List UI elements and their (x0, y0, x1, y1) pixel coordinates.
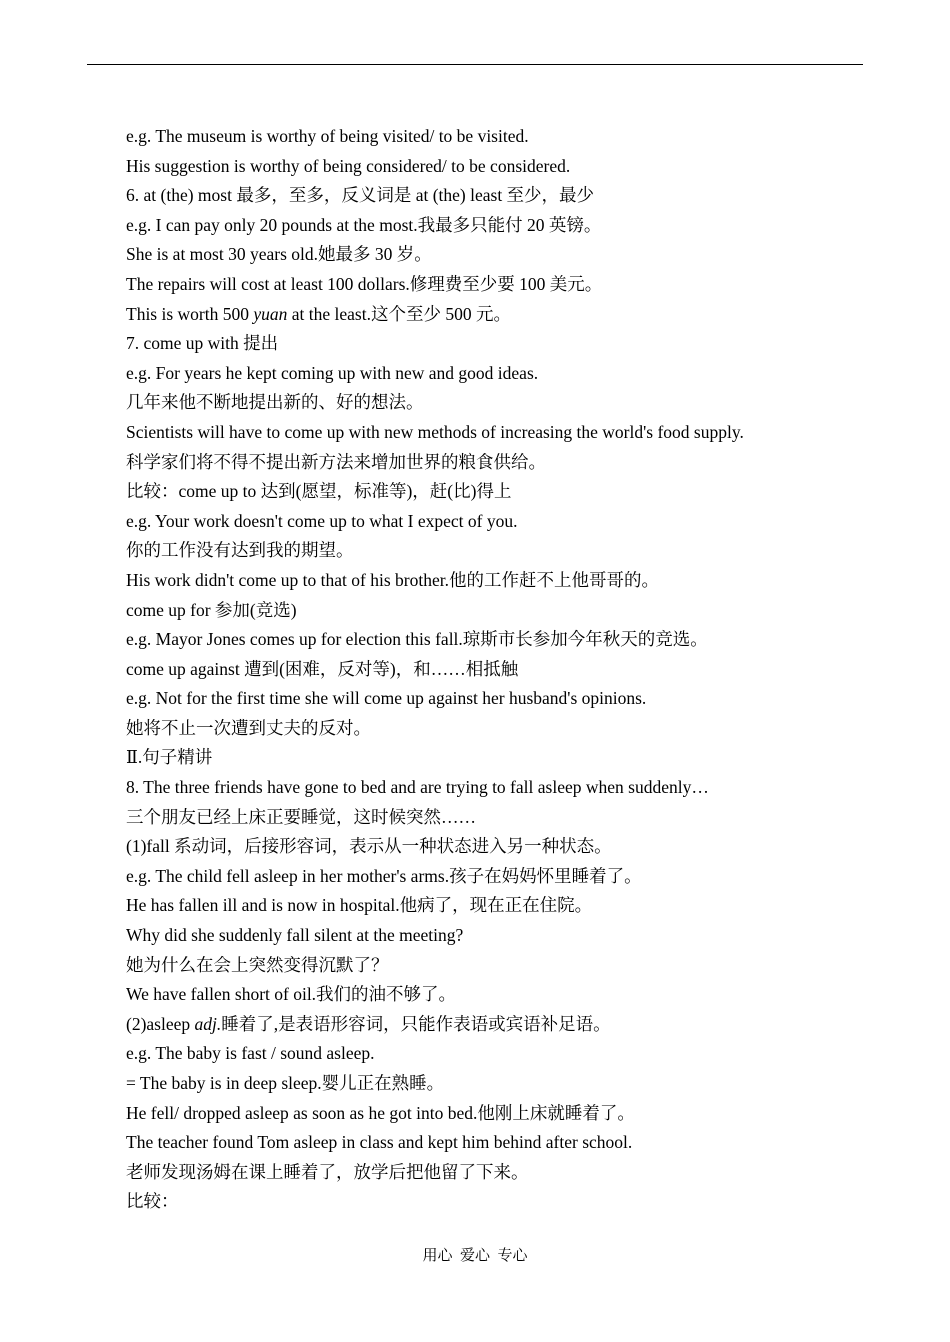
document-body (126, 122, 886, 1217)
text-line: 科学家们将不得不提出新方法来增加世界的粮食供给。 (126, 451, 546, 472)
text-line: He has fallen ill and is now in hospital.他病了，现在正在住院。 (126, 895, 593, 916)
text-line: come up for 参加(竞选) (126, 599, 297, 620)
text-line: e.g. For years he kept coming up with new and good ideas. (126, 362, 539, 383)
text-line: 老师发现汤姆在课上睡着了，放学后把他留了下来。 (126, 1161, 529, 1182)
text-line: 8. The three friends have gone to bed and are trying to fall asleep when suddenly… (126, 777, 709, 798)
text-segment: This is worth 500 (126, 303, 254, 324)
text-line: 比较：come up to 达到(愿望，标准等)，赶(比)得上 (126, 481, 512, 502)
text-line: The teacher found Tom asleep in class and kept him behind after school. (126, 1132, 633, 1153)
text-line (126, 1010, 886, 1040)
text-line: come up against 遭到(困难，反对等)，和……相抵触 (126, 658, 519, 679)
text-line: 比较： (126, 1191, 179, 1212)
text-line: 她将不止一次遭到丈夫的反对。 (126, 717, 371, 738)
text-line: Scientists will have to come up with new methods of increasing the world's food supply. (126, 421, 744, 442)
italic-word: adj. (194, 1013, 222, 1034)
text-line: She is at most 30 years old.她最多 30 岁。 (126, 244, 432, 265)
text-line: (1)fall 系动词，后接形容词，表示从一种状态进入另一种状态。 (126, 836, 612, 857)
header-rule (87, 64, 863, 65)
text-line: 7. come up with 提出 (126, 333, 279, 354)
text-line: e.g. The museum is worthy of being visited/ to be visited. (126, 126, 529, 146)
text-line: 三个朋友已经上床正要睡觉，这时候突然…… (126, 806, 476, 827)
text-line: 几年来他不断地提出新的、好的想法。 (126, 392, 424, 413)
text-line: The repairs will cost at least 100 dollars.修理费至少要 100 美元。 (126, 273, 603, 294)
text-line: We have fallen short of oil.我们的油不够了。 (126, 984, 457, 1005)
text-line: e.g. The child fell asleep in her mother's arms.孩子在妈妈怀里睡着了。 (126, 865, 642, 886)
italic-word: yuan (253, 303, 288, 324)
text-line: e.g. Your work doesn't come up to what I expect of you. (126, 510, 518, 531)
text-line: Why did she suddenly fall silent at the meeting? (126, 925, 464, 946)
section-heading: Ⅱ.句子精讲 (126, 747, 213, 768)
text-line: e.g. Mayor Jones comes up for election this fall.琼斯市长参加今年秋天的竞选。 (126, 629, 708, 650)
text-line (126, 300, 886, 330)
text-line: e.g. I can pay only 20 pounds at the most.我最多只能付 20 英镑。 (126, 214, 602, 235)
text-line: e.g. Not for the first time she will come up against her husband's opinions. (126, 688, 647, 709)
text-line: 6. at (the) most 最多，至多，反义词是 at (the) least 至少，最少 (126, 185, 595, 206)
text-line: His suggestion is worthy of being considered/ to be considered. (126, 155, 571, 176)
text-line: 你的工作没有达到我的期望。 (126, 540, 354, 561)
text-line: His work didn't come up to that of his brother.他的工作赶不上他哥哥的。 (126, 569, 659, 590)
text-segment: at the least.这个至少 500 元。 (287, 303, 511, 324)
text-segment: 睡着了,是表语形容词，只能作表语或宾语补足语。 (221, 1013, 611, 1034)
page-footer: 用心 爱心 专心 (422, 1248, 528, 1264)
text-line: He fell/ dropped asleep as soon as he got into bed.他刚上床就睡着了。 (126, 1102, 635, 1123)
text-line: = The baby is in deep sleep.婴儿正在熟睡。 (126, 1073, 445, 1093)
text-segment: (2)asleep (126, 1013, 195, 1034)
text-line: e.g. The baby is fast / sound asleep. (126, 1043, 375, 1064)
text-line: 她为什么在会上突然变得沉默了？ (126, 954, 389, 975)
